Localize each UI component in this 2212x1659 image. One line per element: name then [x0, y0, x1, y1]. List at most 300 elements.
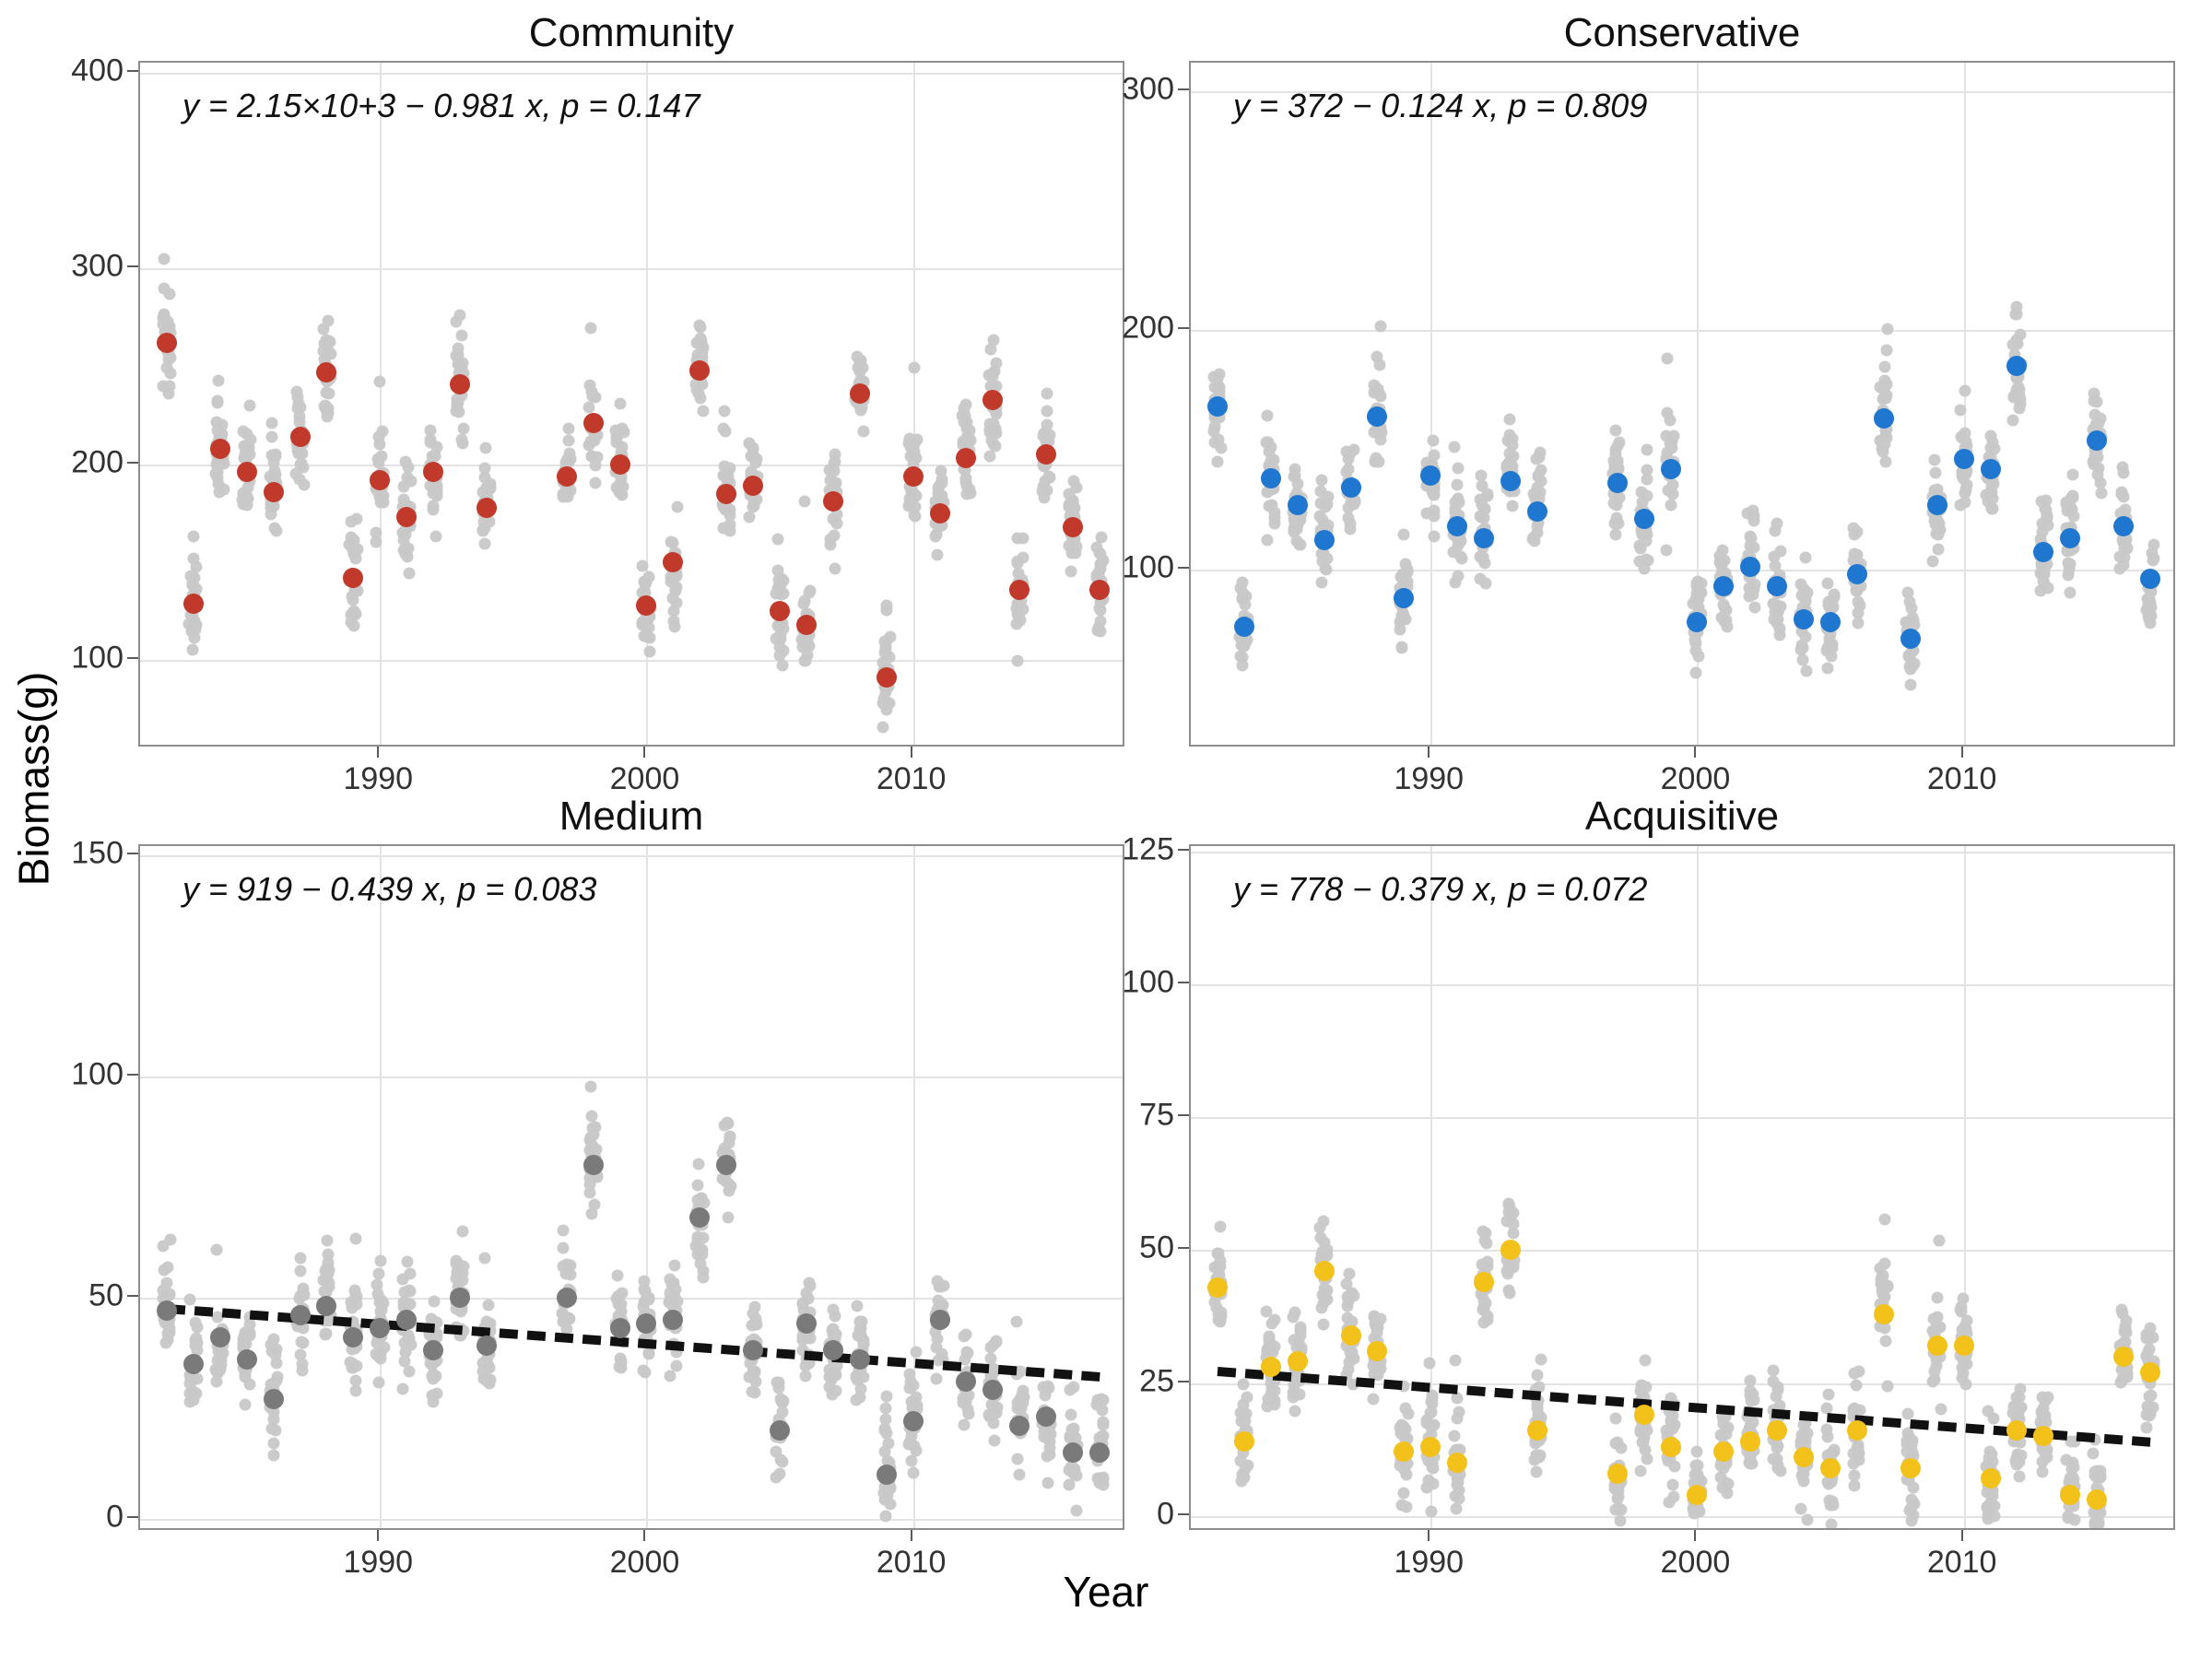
raw-data-point — [983, 423, 995, 435]
raw-data-point — [1695, 586, 1707, 598]
mean-data-point — [557, 466, 577, 487]
mean-data-point — [450, 1288, 470, 1308]
raw-data-point — [157, 381, 169, 393]
raw-data-point — [1639, 1355, 1651, 1367]
x-axis — [138, 747, 1124, 802]
raw-data-point — [1528, 488, 1540, 500]
y-axis — [1051, 831, 1189, 1532]
raw-data-point — [1237, 593, 1249, 605]
mean-data-point — [2113, 516, 2134, 536]
raw-data-point — [771, 533, 783, 545]
raw-data-point — [1929, 466, 1941, 478]
mean-data-point — [2006, 1420, 2027, 1441]
y-axis-tick-mark — [1178, 982, 1189, 983]
raw-data-point — [266, 431, 278, 443]
mean-data-point — [1687, 1485, 1707, 1505]
raw-data-point — [638, 1364, 650, 1376]
raw-data-point — [187, 531, 199, 543]
gridline-horizontal — [1191, 1250, 2173, 1252]
raw-data-point — [349, 1232, 361, 1244]
mean-data-point — [1847, 1420, 1867, 1441]
mean-data-point — [264, 482, 284, 502]
raw-data-point — [829, 449, 841, 461]
mean-data-point — [930, 1310, 950, 1330]
gridline-horizontal — [140, 73, 1123, 75]
raw-data-point — [637, 618, 649, 630]
raw-data-point — [1400, 1468, 1412, 1480]
y-axis-tick-mark — [127, 462, 138, 464]
raw-data-point — [771, 1376, 782, 1388]
raw-data-point — [294, 1252, 306, 1264]
raw-data-point — [1799, 551, 1811, 563]
raw-data-point — [1768, 1364, 1780, 1376]
regression-annotation: y = 2.15×10+3 − 0.981 x, p = 0.147 — [182, 87, 700, 124]
gridline-horizontal — [1191, 984, 2173, 986]
raw-data-point — [319, 399, 331, 411]
x-axis-tick-mark — [1961, 747, 1963, 758]
raw-data-point — [694, 1243, 706, 1255]
raw-data-point — [777, 1406, 789, 1418]
raw-data-point — [1315, 577, 1327, 589]
mean-data-point — [1527, 1420, 1547, 1441]
mean-data-point — [2060, 528, 2080, 548]
raw-data-point — [858, 426, 870, 438]
raw-data-point — [1011, 603, 1023, 615]
raw-data-point — [2121, 1327, 2133, 1339]
raw-data-point — [988, 335, 1000, 347]
mean-data-point — [1288, 1351, 1308, 1371]
raw-data-point — [298, 1288, 310, 1300]
raw-data-point — [1880, 392, 1892, 404]
raw-data-point — [1959, 384, 1971, 396]
mean-data-point — [1661, 1437, 1681, 1457]
raw-data-point — [266, 417, 278, 429]
mean-data-point — [1420, 465, 1441, 486]
raw-data-point — [958, 402, 970, 414]
raw-data-point — [323, 314, 335, 326]
raw-data-point — [164, 1233, 176, 1245]
raw-data-point — [724, 524, 735, 536]
raw-data-point — [830, 1385, 841, 1397]
raw-data-point — [907, 1466, 919, 1478]
raw-data-point — [911, 1346, 923, 1358]
raw-data-point — [2143, 1390, 2155, 1402]
raw-data-point — [1344, 1357, 1356, 1369]
raw-data-point — [930, 1341, 942, 1353]
raw-data-point — [1345, 518, 1357, 530]
raw-data-point — [563, 434, 575, 446]
raw-data-point — [1400, 1500, 1412, 1512]
y-axis — [1051, 61, 1189, 747]
raw-data-point — [2121, 1367, 2133, 1379]
raw-data-point — [396, 1382, 408, 1394]
x-axis-tick-label: 2010 — [876, 1545, 947, 1580]
y-axis-tick-mark — [127, 70, 138, 72]
raw-data-point — [1609, 444, 1621, 456]
x-axis-tick-mark — [1428, 1530, 1430, 1541]
raw-data-point — [1610, 1413, 1622, 1425]
mean-data-point — [1207, 1277, 1228, 1298]
raw-data-point — [347, 1357, 359, 1369]
raw-data-point — [372, 1376, 384, 1388]
y-axis-tick-label: 100 — [71, 640, 124, 676]
raw-data-point — [746, 451, 758, 463]
raw-data-point — [1449, 1430, 1461, 1441]
raw-data-point — [2141, 1421, 2153, 1433]
raw-data-point — [2040, 1395, 2052, 1407]
raw-data-point — [694, 321, 706, 333]
raw-data-point — [905, 451, 917, 463]
raw-data-point — [748, 1387, 760, 1399]
mean-data-point — [982, 1380, 1003, 1400]
raw-data-point — [1262, 534, 1274, 546]
raw-data-point — [371, 1347, 382, 1359]
mean-data-point — [157, 1300, 177, 1321]
raw-data-point — [404, 1286, 416, 1298]
raw-data-point — [1692, 1460, 1704, 1472]
raw-data-point — [1904, 661, 1916, 673]
raw-data-point — [483, 1299, 495, 1311]
panel-title: Community — [528, 10, 735, 55]
raw-data-point — [237, 1333, 249, 1345]
raw-data-point — [1848, 1479, 1860, 1491]
mean-data-point — [1767, 576, 1787, 596]
raw-data-point — [722, 1212, 734, 1224]
raw-data-point — [1012, 654, 1024, 666]
raw-data-point — [1744, 530, 1756, 542]
y-axis-tick-mark — [127, 1516, 138, 1518]
mean-data-point — [1394, 1441, 1414, 1462]
mean-data-point — [850, 383, 870, 404]
y-axis-label: Biomass(g) — [9, 671, 58, 887]
raw-data-point — [1667, 488, 1679, 500]
x-axis — [1189, 747, 2175, 802]
y-axis-tick-mark — [127, 1295, 138, 1297]
y-axis-tick-label: 150 — [71, 835, 124, 871]
raw-data-point — [1507, 500, 1519, 512]
raw-data-point — [479, 523, 491, 535]
gridline-horizontal — [140, 855, 1123, 857]
raw-data-point — [878, 1423, 890, 1435]
raw-data-point — [1010, 1315, 1022, 1327]
raw-data-point — [211, 1376, 223, 1388]
raw-data-point — [238, 425, 250, 437]
raw-data-point — [2038, 575, 2050, 587]
raw-data-point — [1822, 662, 1834, 674]
raw-data-point — [698, 405, 710, 417]
mean-data-point — [370, 470, 390, 490]
raw-data-point — [1037, 480, 1049, 492]
y-axis-tick-label: 75 — [1139, 1097, 1174, 1133]
raw-data-point — [964, 425, 976, 437]
raw-data-point — [324, 336, 335, 348]
raw-data-point — [905, 1454, 917, 1466]
mean-data-point — [663, 552, 683, 572]
gridline-vertical — [1697, 846, 1699, 1528]
raw-data-point — [478, 538, 490, 550]
mean-data-point — [1527, 501, 1547, 522]
mean-data-point — [1500, 471, 1521, 491]
raw-data-point — [2065, 587, 2077, 599]
x-axis — [138, 1530, 1124, 1585]
raw-data-point — [192, 1373, 204, 1385]
raw-data-point — [1982, 1405, 1994, 1417]
raw-data-point — [1397, 1488, 1409, 1500]
raw-data-point — [1931, 1291, 1943, 1303]
gridline-vertical — [646, 846, 648, 1528]
raw-data-point — [1425, 1406, 1437, 1418]
raw-data-point — [880, 703, 892, 715]
raw-data-point — [827, 1304, 839, 1316]
y-axis-tick-mark — [127, 657, 138, 659]
raw-data-point — [2116, 461, 2128, 473]
raw-data-point — [697, 1272, 709, 1284]
raw-data-point — [479, 1252, 491, 1264]
raw-data-point — [455, 329, 467, 341]
raw-data-point — [1954, 405, 1966, 417]
raw-data-point — [908, 361, 920, 373]
y-axis-tick-label: 100 — [1122, 549, 1174, 585]
raw-data-point — [1040, 1390, 1052, 1402]
raw-data-point — [1799, 631, 1811, 643]
raw-data-point — [1402, 1407, 1414, 1419]
raw-data-point — [1345, 447, 1357, 459]
raw-data-point — [1852, 595, 1864, 607]
raw-data-point — [1933, 528, 1945, 540]
raw-data-point — [587, 1123, 599, 1135]
raw-data-point — [1848, 528, 1860, 540]
raw-data-point — [1986, 503, 1998, 515]
raw-data-point — [1508, 1228, 1520, 1240]
raw-data-point — [1744, 591, 1756, 603]
mean-data-point — [1713, 576, 1734, 596]
x-axis-label: Year — [1063, 1568, 1149, 1616]
raw-data-point — [905, 1439, 917, 1451]
mean-data-point — [2113, 1347, 2134, 1367]
mean-data-point — [689, 1207, 710, 1228]
raw-data-point — [665, 1370, 677, 1382]
raw-data-point — [158, 1264, 170, 1276]
raw-data-point — [1370, 456, 1382, 468]
y-axis-tick-label: 400 — [71, 53, 124, 88]
mean-data-point — [1900, 1458, 1921, 1478]
plot-area — [138, 61, 1124, 747]
raw-data-point — [1240, 1415, 1252, 1427]
raw-data-point — [2066, 469, 2078, 481]
y-axis-tick-label: 200 — [71, 444, 124, 480]
raw-data-point — [1775, 545, 1787, 557]
raw-data-point — [1927, 555, 1939, 567]
raw-data-point — [1423, 1358, 1435, 1370]
raw-data-point — [321, 1328, 333, 1340]
mean-data-point — [1607, 473, 1628, 493]
raw-data-point — [450, 405, 462, 417]
mean-data-point — [1420, 1437, 1441, 1457]
raw-data-point — [854, 405, 866, 417]
mean-data-point — [1474, 1272, 1494, 1292]
raw-data-point — [1375, 321, 1387, 333]
raw-data-point — [2119, 503, 2131, 515]
raw-data-point — [373, 431, 385, 443]
mean-data-point — [1474, 528, 1494, 548]
gridline-horizontal — [140, 465, 1123, 466]
regression-annotation: y = 372 − 0.124 x, p = 0.809 — [1233, 87, 1648, 124]
raw-data-point — [698, 1231, 710, 1243]
mean-data-point — [663, 1310, 683, 1330]
raw-data-point — [1322, 490, 1334, 502]
raw-data-point — [1477, 499, 1488, 511]
raw-data-point — [345, 1297, 357, 1309]
raw-data-point — [187, 553, 199, 565]
raw-data-point — [1667, 1422, 1679, 1434]
mean-data-point — [583, 413, 604, 433]
raw-data-point — [294, 1265, 306, 1277]
raw-data-point — [212, 395, 224, 407]
raw-data-point — [1960, 1379, 1972, 1391]
mean-data-point — [956, 1371, 976, 1392]
raw-data-point — [398, 1356, 410, 1368]
raw-data-point — [558, 1224, 570, 1236]
y-axis — [0, 53, 138, 747]
raw-data-point — [1012, 1453, 1024, 1465]
raw-data-point — [614, 478, 626, 490]
raw-data-point — [1212, 434, 1224, 446]
raw-data-point — [854, 1392, 866, 1404]
raw-data-point — [1369, 379, 1381, 391]
raw-data-point — [799, 595, 811, 607]
raw-data-point — [642, 1347, 654, 1359]
raw-data-point — [1665, 499, 1677, 511]
raw-data-point — [1826, 638, 1838, 650]
raw-data-point — [451, 1257, 463, 1269]
x-axis-tick-mark — [911, 747, 912, 758]
raw-data-point — [2147, 1401, 2159, 1413]
raw-data-point — [290, 386, 302, 398]
raw-data-point — [2013, 383, 2025, 395]
mean-data-point — [743, 476, 763, 496]
raw-data-point — [1878, 1214, 1890, 1226]
raw-data-point — [1477, 1304, 1489, 1316]
raw-data-point — [2066, 491, 2078, 503]
raw-data-point — [1212, 1247, 1224, 1259]
raw-data-point — [323, 1277, 335, 1288]
raw-data-point — [2037, 1465, 2049, 1477]
mean-data-point — [903, 1411, 924, 1431]
raw-data-point — [271, 1344, 283, 1356]
y-axis-tick-label: 50 — [88, 1277, 124, 1313]
raw-data-point — [1288, 1406, 1300, 1418]
x-axis-tick-label: 2000 — [609, 761, 680, 796]
raw-data-point — [268, 1449, 280, 1461]
raw-data-point — [718, 1143, 730, 1155]
raw-data-point — [719, 405, 731, 417]
raw-data-point — [347, 605, 359, 617]
raw-data-point — [186, 643, 198, 655]
raw-data-point — [2143, 1345, 2155, 1357]
raw-data-point — [801, 1288, 813, 1300]
raw-data-point — [1317, 1318, 1329, 1330]
y-axis-tick-mark — [1178, 1513, 1189, 1515]
mean-data-point — [716, 484, 736, 504]
raw-data-point — [399, 528, 411, 540]
raw-data-point — [376, 450, 388, 462]
raw-data-point — [1935, 1321, 1947, 1333]
raw-data-point — [877, 721, 888, 733]
mean-data-point — [1740, 1431, 1760, 1452]
raw-data-point — [241, 491, 253, 503]
raw-data-point — [931, 1372, 943, 1384]
raw-data-point — [799, 495, 811, 507]
mean-data-point — [610, 454, 630, 475]
raw-data-point — [1902, 1407, 1914, 1419]
raw-data-point — [1318, 1297, 1330, 1309]
mean-data-point — [1713, 1441, 1734, 1462]
raw-data-point — [1769, 524, 1781, 536]
mean-data-point — [343, 568, 363, 588]
raw-data-point — [1823, 1389, 1835, 1401]
raw-data-point — [1397, 529, 1409, 541]
y-axis-tick-mark — [1178, 88, 1189, 90]
mean-data-point — [716, 1155, 736, 1175]
raw-data-point — [884, 1498, 896, 1510]
raw-data-point — [322, 1235, 334, 1247]
raw-data-point — [743, 1371, 755, 1383]
raw-data-point — [2036, 1409, 2048, 1421]
plot-area — [138, 844, 1124, 1530]
raw-data-point — [773, 1468, 785, 1480]
raw-data-point — [1396, 572, 1408, 584]
raw-data-point — [696, 335, 708, 347]
raw-data-point — [990, 440, 1002, 452]
raw-data-point — [831, 517, 843, 529]
mean-data-point — [290, 427, 311, 447]
mean-data-point — [1394, 588, 1414, 608]
raw-data-point — [1802, 1513, 1814, 1525]
raw-data-point — [854, 357, 866, 369]
raw-data-point — [1822, 600, 1834, 612]
raw-data-point — [350, 1375, 362, 1387]
raw-data-point — [1927, 1375, 1939, 1387]
raw-data-point — [268, 1414, 280, 1426]
raw-data-point — [1261, 436, 1273, 448]
gridline-horizontal — [1191, 1117, 2173, 1119]
mean-data-point — [1661, 459, 1681, 479]
raw-data-point — [562, 1312, 574, 1324]
mean-data-point — [2033, 542, 2053, 562]
mean-data-point — [1794, 1447, 1814, 1467]
raw-data-point — [1634, 1426, 1646, 1438]
x-axis-tick-label: 1990 — [1394, 1545, 1465, 1580]
raw-data-point — [450, 315, 462, 327]
mean-data-point — [1954, 1335, 1974, 1356]
raw-data-point — [1396, 641, 1408, 653]
gridline-horizontal — [140, 1298, 1123, 1300]
raw-data-point — [772, 583, 784, 595]
raw-data-point — [1800, 665, 1812, 677]
raw-data-point — [2146, 547, 2158, 559]
raw-data-point — [270, 450, 282, 462]
x-axis-tick-label: 1990 — [1394, 761, 1465, 796]
raw-data-point — [1368, 426, 1380, 438]
mean-data-point — [1607, 1464, 1628, 1484]
raw-data-point — [904, 1376, 916, 1388]
raw-data-point — [1822, 577, 1834, 589]
raw-data-point — [1663, 1496, 1675, 1508]
raw-data-point — [1983, 1509, 1994, 1521]
raw-data-point — [665, 1287, 677, 1299]
raw-data-point — [563, 447, 575, 459]
mean-data-point — [1367, 1341, 1387, 1361]
